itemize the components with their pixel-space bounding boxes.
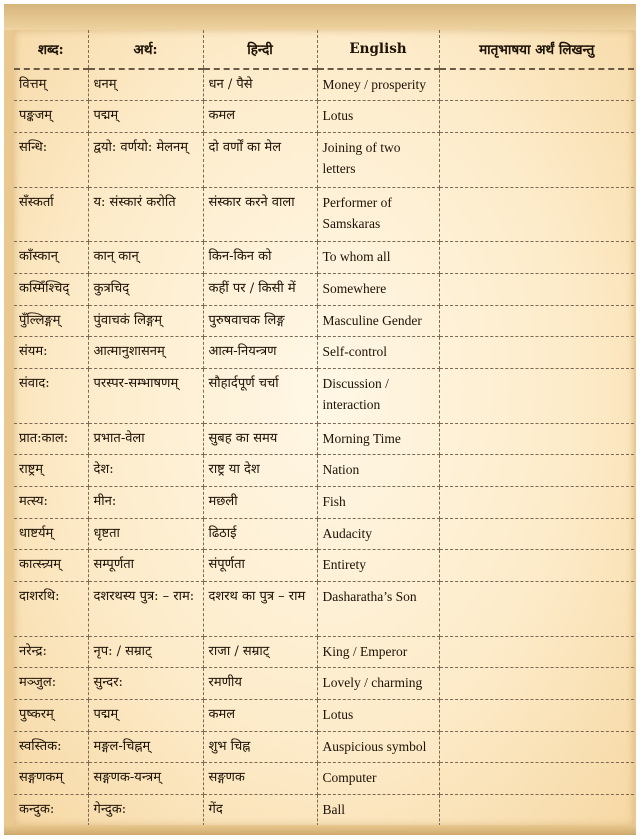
word-cell: कस्मिँश्चिद् xyxy=(14,274,88,306)
english-cell: Performer of Samskaras xyxy=(317,187,439,242)
table-row xyxy=(14,368,634,423)
hindi-cell: किन-किन को xyxy=(203,242,317,274)
table-row xyxy=(14,668,634,700)
meaning-cell: दशरथस्य पुत्र: – राम: xyxy=(88,581,203,636)
mother-tongue-answer-cell[interactable] xyxy=(439,636,634,668)
english-cell: Discussion / interaction xyxy=(317,368,439,423)
hindi-cell: कमल xyxy=(203,699,317,731)
meaning-cell: कान् कान् xyxy=(88,242,203,274)
word-cell: संयम: xyxy=(14,337,88,369)
table-row xyxy=(14,305,634,337)
mother-tongue-answer-cell[interactable] xyxy=(439,668,634,700)
mother-tongue-answer-cell[interactable] xyxy=(439,132,634,187)
meaning-cell: य: संस्कारं करोति xyxy=(88,187,203,242)
table-row xyxy=(14,794,634,826)
word-cell: सन्धि: xyxy=(14,132,88,187)
table-row xyxy=(14,581,634,636)
meaning-cell: परस्पर-सम्भाषणम् xyxy=(88,368,203,423)
hindi-cell: राजा / सम्राट् xyxy=(203,636,317,668)
table-row xyxy=(14,731,634,763)
hindi-cell: ढिठाई xyxy=(203,518,317,550)
hindi-cell: संपूर्णता xyxy=(203,550,317,582)
word-cell: स्वस्तिक: xyxy=(14,731,88,763)
mother-tongue-answer-cell[interactable] xyxy=(439,518,634,550)
mother-tongue-answer-cell[interactable] xyxy=(439,274,634,306)
parchment-frame xyxy=(4,4,636,835)
english-cell: Money / prosperity xyxy=(317,69,439,101)
mother-tongue-answer-cell[interactable] xyxy=(439,731,634,763)
hindi-cell: कहीं पर / किसी में xyxy=(203,274,317,306)
meaning-cell: द्वयो: वर्णयो: मेलनम् xyxy=(88,132,203,187)
vocabulary-sheet xyxy=(14,30,634,826)
hindi-cell: राष्ट्र या देश xyxy=(203,455,317,487)
mother-tongue-answer-cell[interactable] xyxy=(439,581,634,636)
english-cell: Audacity xyxy=(317,518,439,550)
meaning-cell: पुंवाचकं लिङ्गम् xyxy=(88,305,203,337)
word-cell: वित्तम् xyxy=(14,69,88,101)
meaning-cell: पद्मम् xyxy=(88,699,203,731)
english-cell: Fish xyxy=(317,486,439,518)
mother-tongue-answer-cell[interactable] xyxy=(439,486,634,518)
english-cell: Entirety xyxy=(317,550,439,582)
mother-tongue-answer-cell[interactable] xyxy=(439,455,634,487)
meaning-cell: धृष्टता xyxy=(88,518,203,550)
meaning-cell: कुत्रचिद् xyxy=(88,274,203,306)
english-cell: King / Emperor xyxy=(317,636,439,668)
meaning-cell: धनम् xyxy=(88,69,203,101)
hindi-cell: धन / पैसे xyxy=(203,69,317,101)
hindi-cell: रमणीय xyxy=(203,668,317,700)
hindi-cell: सौहार्दपूर्ण चर्चा xyxy=(203,368,317,423)
word-cell: पुँल्लिङ्गम् xyxy=(14,305,88,337)
hindi-cell: संस्कार करने वाला xyxy=(203,187,317,242)
hindi-cell: दशरथ का पुत्र – राम xyxy=(203,581,317,636)
table-row xyxy=(14,274,634,306)
word-cell: मञ्जुल: xyxy=(14,668,88,700)
table-row xyxy=(14,550,634,582)
word-cell: राष्ट्रम् xyxy=(14,455,88,487)
hindi-cell: पुरुषवाचक लिङ्ग xyxy=(203,305,317,337)
table-row xyxy=(14,699,634,731)
english-cell: Nation xyxy=(317,455,439,487)
table-row xyxy=(14,455,634,487)
mother-tongue-answer-cell[interactable] xyxy=(439,763,634,795)
english-cell: Computer xyxy=(317,763,439,795)
english-cell: Lovely / charming xyxy=(317,668,439,700)
hindi-cell: दो वर्णों का मेल xyxy=(203,132,317,187)
table-row xyxy=(14,187,634,242)
english-cell: To whom all xyxy=(317,242,439,274)
header-english: English xyxy=(317,30,439,69)
word-cell: दाशरथि: xyxy=(14,581,88,636)
hindi-cell: मछली xyxy=(203,486,317,518)
hindi-cell: सङ्गणक xyxy=(203,763,317,795)
table-row xyxy=(14,763,634,795)
english-cell: Self-control xyxy=(317,337,439,369)
meaning-cell: मङ्गल-चिह्नम् xyxy=(88,731,203,763)
english-cell: Lotus xyxy=(317,699,439,731)
word-cell: पुष्करम् xyxy=(14,699,88,731)
word-cell: प्रात:काल: xyxy=(14,423,88,455)
mother-tongue-answer-cell[interactable] xyxy=(439,187,634,242)
mother-tongue-answer-cell[interactable] xyxy=(439,101,634,133)
mother-tongue-answer-cell[interactable] xyxy=(439,242,634,274)
meaning-cell: देश: xyxy=(88,455,203,487)
meaning-cell: सुन्दर: xyxy=(88,668,203,700)
meaning-cell: गेन्दुक: xyxy=(88,794,203,826)
mother-tongue-answer-cell[interactable] xyxy=(439,794,634,826)
meaning-cell: पद्मम् xyxy=(88,101,203,133)
word-cell: नरेन्द्र: xyxy=(14,636,88,668)
meaning-cell: सम्पूर्णता xyxy=(88,550,203,582)
mother-tongue-answer-cell[interactable] xyxy=(439,305,634,337)
hindi-cell: आत्म-नियन्त्रण xyxy=(203,337,317,369)
meaning-cell: सङ्गणक-यन्त्रम् xyxy=(88,763,203,795)
english-cell: Dasharatha’s Son xyxy=(317,581,439,636)
word-cell: पङ्कजम् xyxy=(14,101,88,133)
table-row xyxy=(14,101,634,133)
mother-tongue-answer-cell[interactable] xyxy=(439,699,634,731)
meaning-cell: मीन: xyxy=(88,486,203,518)
word-cell: कात्स्न्र्यम् xyxy=(14,550,88,582)
header-matrubhasha: मातृभाषया अर्थं लिखन्तु xyxy=(439,30,634,69)
word-cell: मत्स्य: xyxy=(14,486,88,518)
english-cell: Auspicious symbol xyxy=(317,731,439,763)
meaning-cell: प्रभात-वेला xyxy=(88,423,203,455)
english-cell: Somewhere xyxy=(317,274,439,306)
hindi-cell: शुभ चिह्न xyxy=(203,731,317,763)
mother-tongue-answer-cell[interactable] xyxy=(439,337,634,369)
word-cell: काँस्कान् xyxy=(14,242,88,274)
table-row xyxy=(14,69,634,101)
vocabulary-table xyxy=(14,30,634,826)
meaning-cell: नृप: / सम्राट् xyxy=(88,636,203,668)
header-shabda: शब्द: xyxy=(14,30,88,69)
table-row xyxy=(14,486,634,518)
table-row xyxy=(14,242,634,274)
word-cell: कन्दुक: xyxy=(14,794,88,826)
table-row xyxy=(14,132,634,187)
header-artha: अर्थ: xyxy=(88,30,203,69)
hindi-cell: गेंद xyxy=(203,794,317,826)
table-row xyxy=(14,636,634,668)
hindi-cell: सुबह का समय xyxy=(203,423,317,455)
mother-tongue-answer-cell[interactable] xyxy=(439,368,634,423)
table-row xyxy=(14,337,634,369)
english-cell: Lotus xyxy=(317,101,439,133)
hindi-cell: कमल xyxy=(203,101,317,133)
mother-tongue-answer-cell[interactable] xyxy=(439,423,634,455)
meaning-cell: आत्मानुशासनम् xyxy=(88,337,203,369)
english-cell: Masculine Gender xyxy=(317,305,439,337)
english-cell: Joining of two letters xyxy=(317,132,439,187)
word-cell: सङ्गणकम् xyxy=(14,763,88,795)
mother-tongue-answer-cell[interactable] xyxy=(439,69,634,101)
table-header-row xyxy=(14,30,634,69)
word-cell: संवाद: xyxy=(14,368,88,423)
table-body xyxy=(14,69,634,826)
table-row xyxy=(14,423,634,455)
word-cell: धाष्टर्यम् xyxy=(14,518,88,550)
word-cell: सँस्कर्ता xyxy=(14,187,88,242)
english-cell: Morning Time xyxy=(317,423,439,455)
english-cell: Ball xyxy=(317,794,439,826)
mother-tongue-answer-cell[interactable] xyxy=(439,550,634,582)
table-row xyxy=(14,518,634,550)
header-hindi: हिन्दी xyxy=(203,30,317,69)
